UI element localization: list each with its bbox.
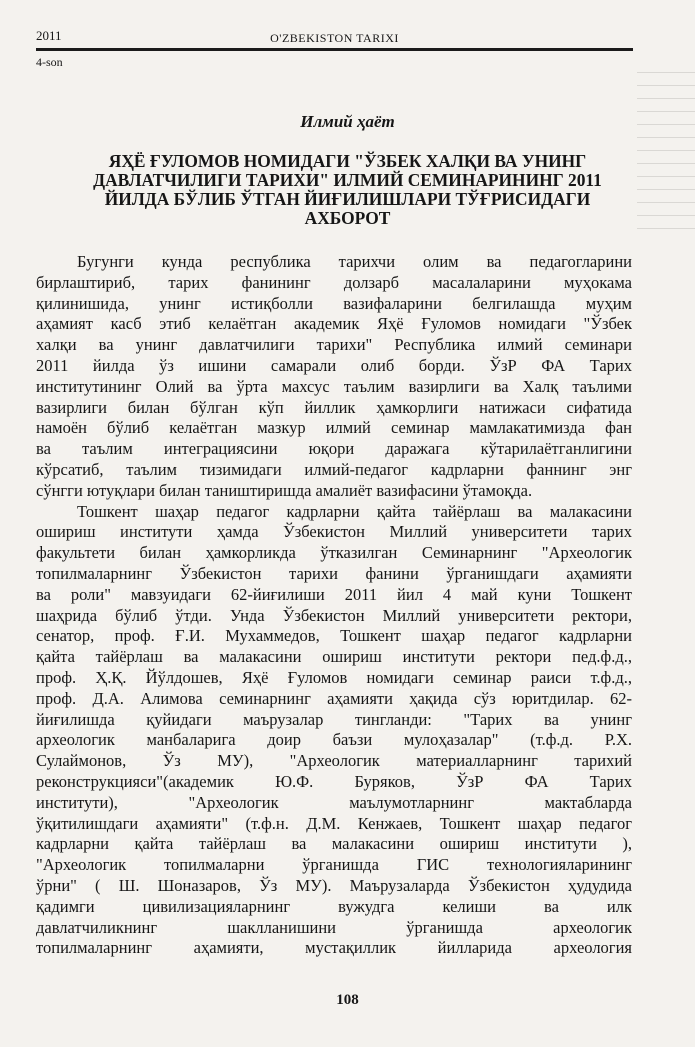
body-line: факультети билан ҳамкорликда ўтказилган Семинарнинг "Археологик bbox=[36, 543, 632, 563]
body-line: ва таълим интеграциясини юқори даражага кўтарилаётганлигини bbox=[36, 439, 632, 459]
body-line: ошириш институти ҳамда Ўзбекистон Миллий университети тарих bbox=[36, 522, 632, 542]
body-line: реконструкцияси"(академик Ю.Ф. Буряков, ЎзР ФА Тарих bbox=[36, 771, 632, 791]
page-number: 108 bbox=[336, 992, 359, 1008]
article-title-line: АХБОРОТ bbox=[304, 208, 391, 228]
body-line: вазирлиги билан бўлган кўп йиллик ҳамкорлиги натижаси сифатида bbox=[36, 397, 632, 417]
body-line: топилмаларнинг аҳамияти, мустақиллик йилларида археология bbox=[36, 938, 632, 958]
article-title-line: ЙИЛДА БЎЛИБ ЎТГАН ЙИҒИЛИШЛАРИ ТЎҒРИСИДАГИ bbox=[104, 189, 591, 209]
body-line: топилмаларнинг Ўзбекистон тарихи фанини ўрганишдаги аҳамияти bbox=[36, 563, 632, 583]
article-title bbox=[40, 152, 655, 228]
body-line: кадрларни қайта тайёрлаш ва малакасини ошириш институти ), bbox=[36, 834, 632, 854]
body-line: ва роли" мавзуидаги 62-йиғилиши 2011 йил 4 май куни Тошкент bbox=[36, 584, 632, 604]
body-line: сенатор, проф. Ғ.И. Мухаммедов, Тошкент шаҳар педагог кадрларни bbox=[36, 626, 632, 646]
body-line: намоён бўлиб келаётган мазкур илмий семинар мамлакатимизда фан bbox=[36, 418, 632, 438]
body-line: проф. Д.А. Алимова семинарнинг аҳамияти ҳақида сўз юритдилар. 62- bbox=[36, 688, 632, 708]
section-heading: Илмий ҳаёт bbox=[300, 112, 395, 131]
body-line: сўнгги ютуқлари билан таништиришда амалиёт вазифасини ўтамоқда. bbox=[36, 480, 533, 500]
header-issue: 4-son bbox=[36, 55, 63, 69]
body-line: давлатчиликнинг шаклланишини ўрганишда археологик bbox=[36, 917, 632, 937]
header-rule bbox=[36, 48, 633, 51]
running-header bbox=[36, 22, 633, 69]
article-title-line: ЯҲЁ ҒУЛОМОВ НОМИДАГИ "ЎЗБЕК ХАЛҚИ ВА УНИНГ bbox=[108, 151, 587, 171]
article-title-line: ДАВЛАТЧИЛИГИ ТАРИХИ" ИЛМИЙ СЕМИНАРИНИНГ 2011 bbox=[93, 170, 602, 190]
body-line: археологик манбаларига доир баъзи мулоҳазалар" (т.ф.д. Р.Х. bbox=[36, 730, 632, 750]
article-body bbox=[36, 252, 632, 959]
body-line: кўрсатиб, таълим тизимидаги илмий-педагог кадрларни фаннинг энг bbox=[36, 459, 632, 479]
body-line: қилинишида, унинг истиқболли вазифаларини белгилашда муҳим bbox=[36, 293, 632, 313]
body-line: аҳамият касб этиб келаётган академик Яҳё Ғуломов номидаги "Ўзбек bbox=[36, 314, 632, 334]
header-year: 2011 bbox=[36, 28, 62, 43]
body-line: қадимги цивилизацияларнинг вужудга келиши ва илк bbox=[36, 896, 632, 916]
body-line: институтининг Олий ва ўрта махсус таълим вазирлиги ва Халқ таълими bbox=[36, 376, 632, 396]
body-line: халқи ва унинг давлатчилиги тарихи" Республика илмий семинари bbox=[36, 335, 632, 355]
body-line: шаҳрида бўлиб ўтди. Унда Ўзбекистон Миллий университети ректори, bbox=[36, 605, 632, 625]
body-line: йиғилишда қуйидаги маърузалар тингланди: "Тарих ва унинг bbox=[36, 709, 632, 729]
body-line: проф. Ҳ.Қ. Йўлдошев, Яҳё Ғуломов номидаги семинар раиси т.ф.д., bbox=[36, 667, 632, 687]
body-line: ўқитилишдаги аҳамияти" (т.ф.н. Д.М. Кенжаев, Тошкент шаҳар педагог bbox=[36, 813, 632, 833]
body-line: Тошкент шаҳар педагог кадрларни қайта тайёрлаш ва малакасини bbox=[77, 501, 632, 521]
header-journal-title: O'ZBEKISTON TARIXI bbox=[270, 31, 399, 45]
body-line: қайта тайёрлаш ва малакасини ошириш институти ректори пед.ф.д., bbox=[36, 647, 632, 667]
body-line: ўрни" ( Ш. Шоназаров, Ўз МУ). Маърузаларда Ўзбекистон ҳудудида bbox=[36, 875, 632, 895]
body-line: Сулаймонов, Ўз МУ), "Археологик материалларнинг тарихий bbox=[36, 751, 632, 771]
body-line: "Археологик топилмаларни ўрганишда ГИС технологияларининг bbox=[36, 855, 632, 875]
body-line: 2011 йилда ўз ишини самарали олиб борди. ЎзР ФА Тарих bbox=[36, 355, 632, 375]
body-line: бирлаштириб, тарих фанининг долзарб масалаларини муҳокама bbox=[36, 272, 632, 292]
body-line: Бугунги кунда республика тарихчи олим ва педагогларини bbox=[77, 252, 632, 271]
body-line: институти), "Археологик маълумотларнинг мактабларда bbox=[36, 792, 632, 812]
